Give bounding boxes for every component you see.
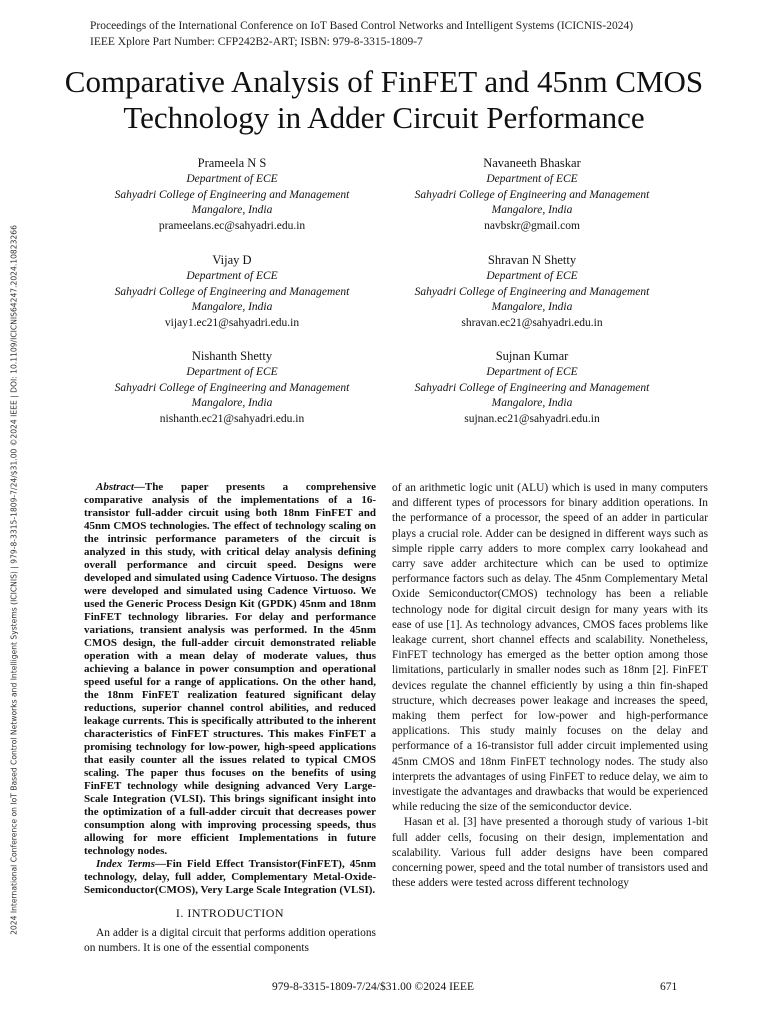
title-line-1: Comparative Analysis of FinFET and 45nm CMOS: [64, 64, 704, 99]
author-institution: Sahyadri College of Engineering and Management: [414, 285, 650, 298]
author-location: Mangalore, India: [191, 301, 273, 313]
author-name: Nishanth Shetty: [191, 349, 273, 363]
author-name: Shravan N Shetty: [487, 253, 577, 267]
doi-sidebar: [0, 0, 28, 1024]
index-terms: [84, 858, 376, 897]
author-location: Mangalore, India: [491, 204, 573, 216]
author-dept: Department of ECE: [486, 270, 578, 282]
author-email[interactable]: shravan.ec21@sahyadri.edu.in: [461, 316, 603, 329]
index-terms-text: —Fin Field Effect Transistor(FinFET), 45nm technology, delay, full adder, Complementary Metal-Oxide-Semiconductor(CMOS), Very Large Scale Integration (VLSI).: [84, 858, 376, 896]
author-block: [372, 348, 692, 427]
abstract-label: Abstract: [96, 481, 134, 493]
right-column: [392, 481, 708, 891]
conference-line-2: IEEE Xplore Part Number: CFP242B2-ART; ISBN: 979-8-3315-1809-7: [90, 36, 423, 48]
author-dept: Department of ECE: [186, 270, 278, 282]
doi-sidebar-text: 2024 International Conference on IoT Based Control Networks and Intelligent Systems (ICICNIS) | 979-8-3315-1809-7/24/$31.00 ©2024 IEEE | DOI: 10.1109/ICICNIS64247.2024.10823266: [9, 225, 19, 935]
author-name: Sujnan Kumar: [495, 349, 569, 363]
author-email[interactable]: sujnan.ec21@sahyadri.edu.in: [464, 412, 600, 425]
author-location: Mangalore, India: [191, 397, 273, 409]
page-number: 671: [660, 981, 678, 993]
author-block: [372, 155, 692, 234]
section-heading-introduction: I. INTRODUCTION: [175, 906, 285, 920]
author-location: Mangalore, India: [491, 301, 573, 313]
abstract-text: —The paper presents a comprehensive comparative analysis of the implementations of a 16-transistor full-adder circuit using both 18nm FinFET and 45nm CMOS technologies. The effect of technology scaling on the intrinsic performance parameters of the circuit is analyzed in this study, with critical delay analysis defining overall performance and circuit speed. Designs were developed and simulated using Cadence Virtuoso. The designs were developed and simulated using Cadence Virtuoso. We used the Generic Process Design Kit (GPDK) 45nm and 18nm FinFET technology libraries. For delay and performance variations, transient analysis was performed. In the 45nm CMOS design, the full-adder circuit demonstrated reliable operation with a mean delay of moderate values, thus achieving a balance in power consumption and operational speed useful for a range of applications. On the other hand, the 18nm FinFET realization featured significant delay reductions, superior channel control abilities, and reduced leakage currents. This is specifically attributed to the inherent characteristics of FinFET structures. This makes FinFET a promising technology for low-power, high-speed applications that easily counter all the issues related to typical CMOS scaling. The paper thus focuses on the benefits of using FinFET technology while designing advanced Very Large-Scale Integration (VLSI). This brings significant insight into the optimization of a full-adder circuit that decreases power consumption along with improving processing speeds, thus allowing for more efficient Implementations in future technology nodes.: [84, 481, 376, 857]
title-line-2: Technology in Adder Circuit Performance: [123, 100, 645, 135]
conference-line-1: Proceedings of the International Conference on IoT Based Control Networks and Intelligent Systems (ICICNIS-2024): [90, 20, 634, 32]
author-dept: Department of ECE: [486, 366, 578, 378]
author-institution: Sahyadri College of Engineering and Management: [114, 188, 350, 201]
author-name: Navaneeth Bhaskar: [483, 156, 581, 170]
conference-header: [90, 18, 633, 50]
author-location: Mangalore, India: [491, 397, 573, 409]
author-location: Mangalore, India: [191, 204, 273, 216]
paper-title: [0, 64, 768, 136]
body-paragraph: Hasan et al. [3] have presented a thorough study of various 1-bit full adder cells, focusing on their design, implementation and scalability. Various full adder designs have been compared concerning power, speed and the total number of transistors used and these adders were tested across different technology: [392, 816, 708, 890]
footer-isbn: 979-8-3315-1809-7/24/$31.00 ©2024 IEEE: [272, 981, 474, 993]
author-institution: Sahyadri College of Engineering and Management: [414, 381, 650, 394]
author-email[interactable]: vijay1.ec21@sahyadri.edu.in: [164, 316, 300, 329]
author-email[interactable]: prameelans.ec@sahyadri.edu.in: [158, 219, 306, 232]
author-institution: Sahyadri College of Engineering and Management: [414, 188, 650, 201]
author-institution: Sahyadri College of Engineering and Management: [114, 285, 350, 298]
author-name: Vijay D: [212, 253, 252, 267]
author-block: [72, 252, 392, 331]
author-dept: Department of ECE: [186, 366, 278, 378]
author-block: [72, 348, 392, 427]
author-block: [372, 252, 692, 331]
author-dept: Department of ECE: [486, 173, 578, 185]
introduction-paragraph: An adder is a digital circuit that performs addition operations on numbers. It is one of the essential components: [84, 927, 376, 955]
author-dept: Department of ECE: [186, 173, 278, 185]
index-terms-label: Index Terms: [96, 858, 155, 870]
left-column: [84, 481, 376, 956]
author-institution: Sahyadri College of Engineering and Management: [114, 381, 350, 394]
author-email[interactable]: navbskr@gmail.com: [484, 219, 580, 232]
abstract: [84, 481, 376, 858]
body-paragraph: of an arithmetic logic unit (ALU) which is used in many computers and different types of processors for binary addition operations. In the performance of a processor, the speed of an adder in particular plays a crucial role. Adder can be designed in different ways such as simple ripple carry adders to more complex carry lookahead and carry save adder architecture which can be used to optimize performance factors such as delay. The 45nm Complementary Metal Oxide Semiconductor(CMOS) technology has been a reliable technology node for digital circuit design for many years with its ease of use [1]. As technology advances, CMOS faces problems like leakage current, short channel effects and scalability. Nonetheless, FinFET technology has emerged as the better option among those limitations, particularly in smaller nodes such as 18nm [2]. FinFET devices regulate the channel efficiently by using a thin fin-shaped structure, which decreases power leakage and increases the speed, making them perfect for low-power and high-performance applications. This study mainly focuses on the delay and performance of a 16-transistor full adder circuit implemented using 45nm CMOS and 18nm FinFET technology nodes. The study also interprets the advantages of using FinFET to reduce delay, we aim to investigate the advantages and drawbacks that would be experienced while reducing the size of the semiconductor device.: [392, 482, 708, 814]
author-email[interactable]: nishanth.ec21@sahyadri.edu.in: [159, 412, 305, 425]
author-name: Prameela N S: [197, 156, 267, 170]
author-block: [72, 155, 392, 234]
